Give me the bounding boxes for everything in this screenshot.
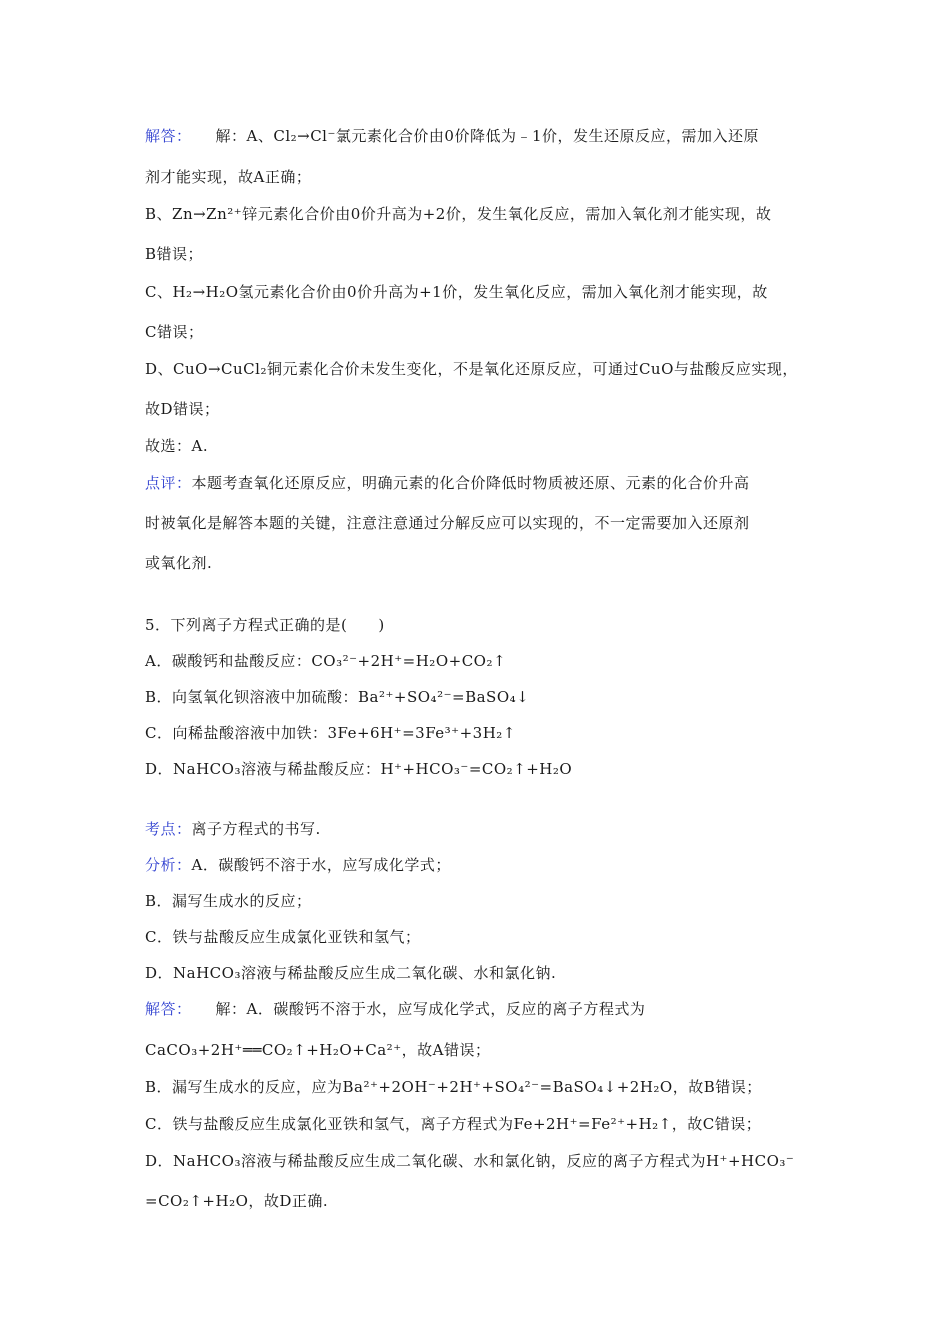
option-d [145,758,820,780]
analysis-text: A．碳酸钙不溶于水，应写成化学式； [191,856,451,874]
answer-line [145,125,820,147]
option-text: A．碳酸钙和盐酸反应：CO₃²⁻+2H⁺=H₂O+CO₂↑ [145,652,507,670]
option-text: C．向稀盐酸溶液中加铁：3Fe+6H⁺=3Fe³⁺+3H₂↑ [145,724,516,742]
option-c [145,722,820,744]
answer-text: 故选：A. [145,437,209,455]
answer-text: B．漏写生成水的反应，应为Ba²⁺+2OH⁻+2H⁺+SO₄²⁻=BaSO₄↓+2H₂O，故B错误； [145,1078,762,1096]
answer-text: C错误； [145,323,204,341]
answer-label: 解答： [145,127,192,145]
topic-text: 离子方程式的书写. [191,820,321,838]
comment-text: 时被氧化是解答本题的关键，注意注意通过分解反应可以实现的，不一定需要加入还原剂 [145,514,750,532]
answer-text: B错误； [145,245,204,263]
answer-line [145,321,820,343]
option-text: D．NaHCO₃溶液与稀盐酸反应：H⁺+HCO₃⁻=CO₂↑+H₂O [145,760,573,778]
answer-text: 剂才能实现，故A正确； [145,168,312,186]
option-text: B．向氢氧化钡溶液中加硫酸：Ba²⁺+SO₄²⁻=BaSO₄↓ [145,688,530,706]
answer-line [145,1113,820,1135]
answer-text: D．NaHCO₃溶液与稀盐酸反应生成二氧化碳、水和氯化钠，反应的离子方程式为H⁺+HCO₃⁻ [145,1152,795,1170]
answer-line [145,435,820,457]
question-stem [145,614,820,636]
answer-line [145,1150,820,1172]
answer-text: 故D错误； [145,400,220,418]
answer-line [145,1039,820,1061]
analysis-text: B．漏写生成水的反应； [145,892,312,910]
comment-line [145,472,820,494]
comment-label: 点评： [145,474,192,492]
answer-line [145,281,820,303]
analysis-text: D．NaHCO₃溶液与稀盐酸反应生成二氧化碳、水和氯化钠. [145,964,557,982]
answer-line [145,998,820,1020]
comment-text: 本题考查氧化还原反应，明确元素的化合价降低时物质被还原、元素的化合价升高 [191,474,750,492]
comment-line [145,552,820,574]
answer-line [145,398,820,420]
option-b [145,686,820,708]
answer-label: 解答： [145,1000,192,1018]
answer-text: 解：A．碳酸钙不溶于水，应写成化学式，反应的离子方程式为 [215,1000,646,1018]
analysis-line [145,926,820,948]
analysis-text: C．铁与盐酸反应生成氯化亚铁和氢气； [145,928,421,946]
comment-text: 或氧化剂. [145,554,213,572]
topic-label: 考点： [145,820,192,838]
answer-text: D、CuO→CuCl₂铜元素化合价未发生变化，不是氧化还原反应，可通过CuO与盐酸反应实现， [145,360,798,378]
answer-line [145,243,820,265]
answer-text: C、H₂→H₂O氢元素化合价由0价升高为+1价，发生氧化反应，需加入氧化剂才能实现，故 [145,283,768,301]
answer-line [145,166,820,188]
topic-line [145,818,820,840]
answer-text: B、Zn→Zn²⁺锌元素化合价由0价升高为+2价，发生氧化反应，需加入氧化剂才能实现，故 [145,205,772,223]
answer-text: C．铁与盐酸反应生成氯化亚铁和氢气，离子方程式为Fe+2H⁺=Fe²⁺+H₂↑，故C错误； [145,1115,762,1133]
analysis-line [145,890,820,912]
analysis-line [145,854,820,876]
answer-line [145,1190,820,1212]
answer-line [145,358,820,380]
answer-line [145,203,820,225]
analysis-label: 分析： [145,856,192,874]
analysis-line [145,962,820,984]
answer-text: =CO₂↑+H₂O，故D正确. [145,1192,329,1210]
answer-text: 解：A、Cl₂→Cl⁻氯元素化合价由0价降低为﹣1价，发生还原反应，需加入还原 [215,127,759,145]
question-text: 5．下列离子方程式正确的是( ) [145,616,385,634]
option-a [145,650,820,672]
answer-text: CaCO₃+2H⁺══CO₂↑+H₂O+Ca²⁺，故A错误； [145,1041,491,1059]
comment-line [145,512,820,534]
answer-line [145,1076,820,1098]
